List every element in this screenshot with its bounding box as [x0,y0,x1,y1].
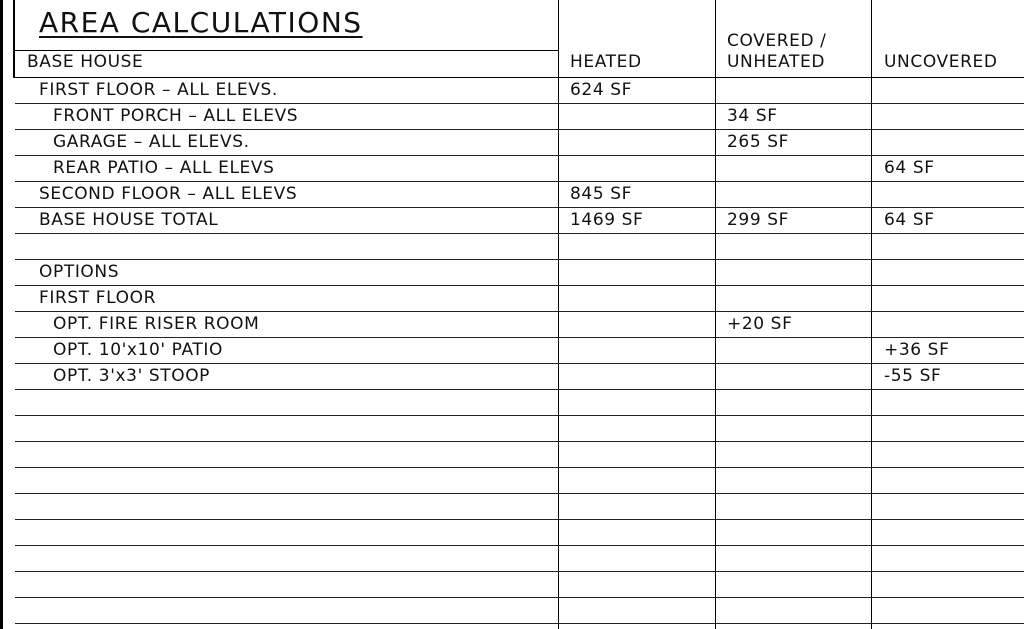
table-row [15,572,1024,598]
uncovered-value [884,494,1024,519]
heated-value [570,286,715,311]
uncovered-value [884,546,1024,571]
covered-value: +20 SF [727,314,793,334]
uncovered-value [884,78,1024,103]
heated-value [570,338,715,363]
heated-value [570,468,715,493]
row-label: REAR PATIO – ALL ELEVS [53,158,275,178]
column-header-heated: HEATED [570,52,642,72]
area-table-body [15,78,1024,624]
row-label [15,234,583,259]
title-divider [15,50,559,51]
table-row [15,286,1024,312]
heated-value [570,260,715,285]
uncovered-value [884,572,1024,597]
heated-value [570,520,715,545]
table-row [15,520,1024,546]
heated-value: 624 SF [570,80,633,100]
uncovered-value [884,416,1024,441]
covered-value [727,494,872,519]
row-label: SECOND FLOOR – ALL ELEVS [39,184,298,204]
table-row [15,442,1024,468]
table-row [15,260,1024,286]
uncovered-value [884,390,1024,415]
uncovered-value [884,520,1024,545]
table-row [15,546,1024,572]
heated-value: 1469 SF [570,210,644,230]
table-row [15,78,1024,104]
heated-value [570,572,715,597]
uncovered-value: 64 SF [884,210,935,230]
covered-value [727,234,872,259]
column-header-covered-line1: COVERED / [727,31,827,51]
heated-value: 845 SF [570,184,633,204]
table-row [15,156,1024,182]
heated-value [570,156,715,181]
covered-value [727,520,872,545]
row-label: FIRST FLOOR – ALL ELEVS. [39,80,278,100]
covered-value: 34 SF [727,106,778,126]
row-label: OPT. 10'x10' PATIO [53,340,223,360]
covered-value [727,260,872,285]
column-header-uncovered: UNCOVERED [884,52,998,72]
covered-value [727,468,872,493]
table-row [15,494,1024,520]
row-label: OPT. FIRE RISER ROOM [53,314,260,334]
table-row [15,104,1024,130]
table-row [15,364,1024,390]
column-header-base-house: BASE HOUSE [27,52,144,72]
covered-value [727,546,872,571]
heated-value [570,130,715,155]
table-header [13,0,1024,78]
uncovered-value [884,286,1024,311]
table-row [15,208,1024,234]
covered-value [727,572,872,597]
covered-value [727,338,872,363]
covered-value [727,182,872,207]
heated-value [570,312,715,337]
covered-value [727,286,872,311]
covered-value [727,442,872,467]
covered-value [727,390,872,415]
uncovered-value [884,234,1024,259]
row-label: OPTIONS [39,262,120,282]
uncovered-value: +36 SF [884,340,950,360]
heated-value [570,442,715,467]
row-label: GARAGE – ALL ELEVS. [53,132,250,152]
row-label: FRONT PORCH – ALL ELEVS [53,106,299,126]
row-label: OPT. 3'x3' STOOP [53,366,211,386]
row-label [15,442,583,467]
heated-value [570,598,715,623]
table-row [15,416,1024,442]
uncovered-value [884,130,1024,155]
table-row [15,390,1024,416]
table-row [15,338,1024,364]
covered-value: 265 SF [727,132,790,152]
table-row [15,234,1024,260]
uncovered-value [884,468,1024,493]
row-label [15,494,583,519]
uncovered-value [884,312,1024,337]
covered-value [727,598,872,623]
row-label [15,390,583,415]
column-header-covered-line2: UNHEATED [727,52,826,72]
covered-value [727,156,872,181]
covered-value [727,364,872,389]
heated-value [570,546,715,571]
covered-value [727,416,872,441]
covered-value: 299 SF [727,210,790,230]
uncovered-value [884,260,1024,285]
uncovered-value: -55 SF [884,366,942,386]
row-label [15,572,583,597]
heated-value [570,390,715,415]
uncovered-value [884,442,1024,467]
row-label: FIRST FLOOR [39,288,157,308]
heated-value [570,494,715,519]
column-header-covered [727,31,827,73]
table-row [15,182,1024,208]
table-row [15,468,1024,494]
row-label: BASE HOUSE TOTAL [39,210,219,230]
uncovered-value [884,104,1024,129]
heated-value [570,104,715,129]
row-label [15,416,583,441]
table-row [15,130,1024,156]
uncovered-value: 64 SF [884,158,935,178]
uncovered-value [884,598,1024,623]
heated-value [570,234,715,259]
row-label [15,546,583,571]
uncovered-value [884,182,1024,207]
page-title: AREA CALCULATIONS [39,6,363,39]
row-label [15,520,583,545]
covered-value [727,78,872,103]
table-row [15,312,1024,338]
heated-value [570,416,715,441]
row-label [15,468,583,493]
row-label [15,598,583,623]
table-row [15,598,1024,624]
heated-value [570,364,715,389]
